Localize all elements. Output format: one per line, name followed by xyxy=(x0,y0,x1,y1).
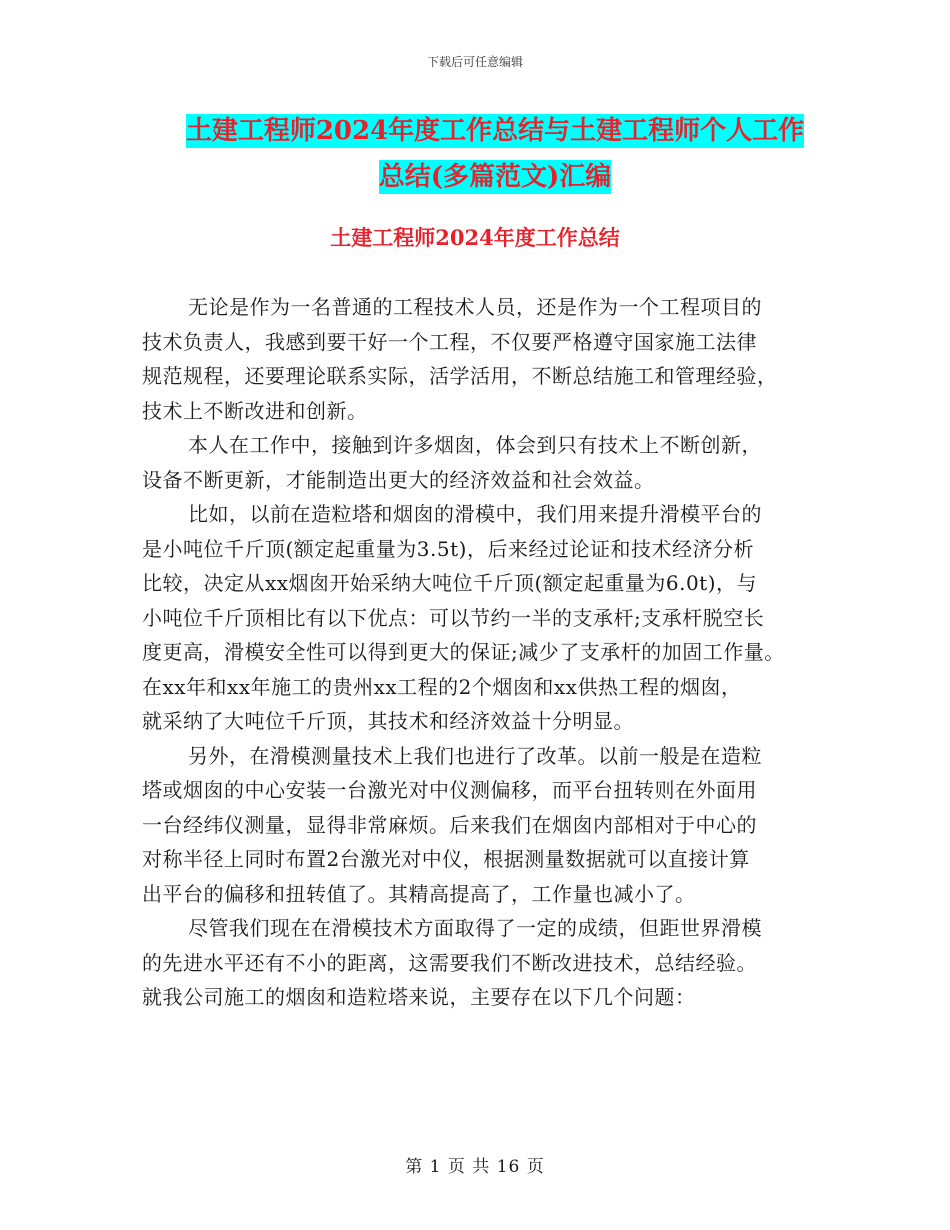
paragraph xyxy=(142,428,810,497)
paragraph-line: 对称半径上同时布置2台激光对中仪，根据测量数据就可以直接计算 xyxy=(142,847,750,871)
paragraph xyxy=(142,497,810,739)
paragraph-line: 的先进水平还有不小的距离，这需要我们不断改进技术，总结经验。 xyxy=(142,950,757,975)
paragraph xyxy=(142,739,810,912)
paragraph-line: 在xx年和xx年施工的贵州xx工程的2个烟囱和xx供热工程的烟囱， xyxy=(142,674,742,699)
paragraph-line: 比如，以前在造粒塔和烟囱的滑模中，我们用来提升滑模平台的 xyxy=(188,502,762,526)
paragraph-line: 一台经纬仪测量，显得非常麻烦。后来我们在烟囱内部相对于中心的 xyxy=(142,812,757,837)
paragraph-line: 规范规程，还要理论联系实际，活学活用，不断总结施工和管理经验， xyxy=(142,364,778,388)
paragraph-line: 另外，在滑模测量技术上我们也进行了改革。以前一般是在造粒 xyxy=(188,743,762,768)
paragraph-line: 本人在工作中，接触到许多烟囱，体会到只有技术上不断创新， xyxy=(188,433,762,457)
paragraph xyxy=(142,911,810,1015)
header-note: 下载后可任意编辑 xyxy=(426,55,523,69)
paragraph-line: 就采纳了大吨位千斤顶，其技术和经济效益十分明显。 xyxy=(142,709,634,733)
document-title-line-1: 土建工程师2024年度工作总结与土建工程师个人工作 xyxy=(185,116,805,146)
paragraph-line: 比较，决定从xx烟囱开始采纳大吨位千斤顶(额定起重量为6.0t)，与 xyxy=(142,571,758,595)
paragraph-line: 就我公司施工的烟囱和造粒塔来说，主要存在以下几个问题： xyxy=(142,985,696,1009)
paragraph-line: 尽管我们现在在滑模技术方面取得了一定的成绩，但距世界滑模 xyxy=(188,916,762,940)
paragraph xyxy=(142,290,810,428)
paragraph-line: 塔或烟囱的中心安装一台激光对中仪测偏移，而平台扭转则在外面用 xyxy=(142,778,757,802)
document-title xyxy=(160,108,830,200)
section-title: 土建工程师2024年度工作总结 xyxy=(330,225,620,250)
paragraph-line: 小吨位千斤顶相比有以下优点：可以节约一半的支承杆;支承杆脱空长 xyxy=(142,605,765,630)
paragraph-line: 无论是作为一名普通的工程技术人员，还是作为一个工程项目的 xyxy=(188,295,762,319)
paragraph-line: 设备不断更新，才能制造出更大的经济效益和社会效益。 xyxy=(142,467,655,492)
page-footer: 第 1 页 共 16 页 xyxy=(405,1157,545,1177)
paragraph-line: 技术负责人，我感到要干好一个工程，不仅要严格遵守国家施工法律 xyxy=(142,329,757,354)
body-text xyxy=(142,290,810,1015)
paragraph-line: 技术上不断改进和创新。 xyxy=(142,398,368,423)
paragraph-line: 度更高，滑模安全性可以得到更大的保证;减少了支承杆的加固工作量。 xyxy=(142,640,785,664)
paragraph-line: 是小吨位千斤顶(额定起重量为3.5t)，后来经过论证和技术经济分析 xyxy=(142,536,754,561)
paragraph-line: 出平台的偏移和扭转值了。其精高提高了，工作量也减小了。 xyxy=(142,881,696,906)
document-title-line-2: 总结(多篇范文)汇编 xyxy=(378,162,612,192)
